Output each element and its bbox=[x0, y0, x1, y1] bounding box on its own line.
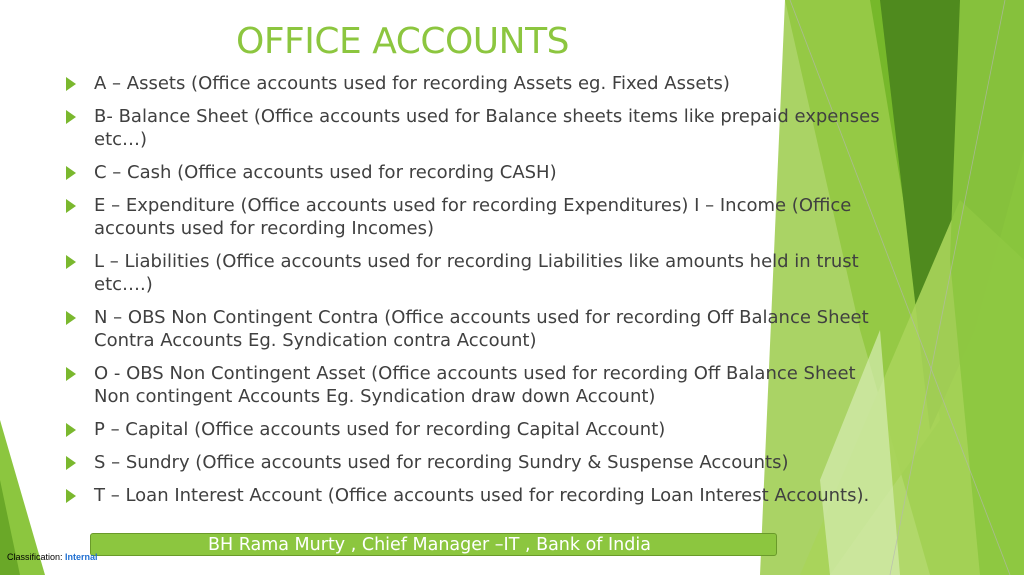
bullet-item bbox=[66, 451, 896, 474]
classification-label bbox=[7, 551, 98, 563]
triangle-right-icon bbox=[66, 311, 76, 325]
bullet-text: O - OBS Non Contingent Asset (Office accounts used for recording Off Balance Sheet Non contingent Accounts Eg. Syndication draw down Account) bbox=[94, 363, 856, 407]
bullet-item bbox=[66, 250, 896, 296]
classification-value: Internal bbox=[65, 552, 98, 562]
bullet-list bbox=[66, 72, 896, 517]
bullet-text: N – OBS Non Contingent Contra (Office accounts used for recording Off Balance Sheet Contra Accounts Eg. Syndication contra Account) bbox=[94, 307, 869, 351]
triangle-right-icon bbox=[66, 423, 76, 437]
bullet-text: A – Assets (Office accounts used for recording Assets eg. Fixed Assets) bbox=[94, 73, 730, 94]
bullet-item bbox=[66, 418, 896, 441]
bullet-text: S – Sundry (Office accounts used for recording Sundry & Suspense Accounts) bbox=[94, 452, 789, 473]
bullet-text: T – Loan Interest Account (Office accounts used for recording Loan Interest Accounts). bbox=[94, 485, 870, 506]
bullet-text: C – Cash (Office accounts used for recording CASH) bbox=[94, 162, 557, 183]
triangle-right-icon bbox=[66, 456, 76, 470]
footer-banner bbox=[90, 533, 777, 556]
triangle-right-icon bbox=[66, 77, 76, 91]
triangle-right-icon bbox=[66, 489, 76, 503]
footer-text: BH Rama Murty , Chief Manager –IT , Bank of India bbox=[208, 535, 651, 555]
bullet-item bbox=[66, 161, 896, 184]
bullet-item bbox=[66, 72, 896, 95]
triangle-right-icon bbox=[66, 255, 76, 269]
bullet-text: P – Capital (Office accounts used for recording Capital Account) bbox=[94, 419, 666, 440]
triangle-right-icon bbox=[66, 166, 76, 180]
bullet-text: L – Liabilities (Office accounts used for recording Liabilities like amounts held in trust etc….) bbox=[94, 251, 859, 295]
bullet-item bbox=[66, 194, 896, 240]
bullet-text: E – Expenditure (Office accounts used for recording Expenditures) I – Income (Office accounts used for recording Incomes) bbox=[94, 195, 852, 239]
triangle-right-icon bbox=[66, 110, 76, 124]
triangle-right-icon bbox=[66, 199, 76, 213]
bullet-item bbox=[66, 362, 896, 408]
slide-title: OFFICE ACCOUNTS bbox=[236, 21, 569, 62]
bullet-item bbox=[66, 105, 896, 151]
classification-label-text: Classification: bbox=[7, 552, 63, 562]
triangle-right-icon bbox=[66, 367, 76, 381]
bullet-item bbox=[66, 306, 896, 352]
bullet-text: B- Balance Sheet (Office accounts used for Balance sheets items like prepaid expenses etc…) bbox=[94, 106, 880, 150]
bullet-item bbox=[66, 484, 896, 507]
